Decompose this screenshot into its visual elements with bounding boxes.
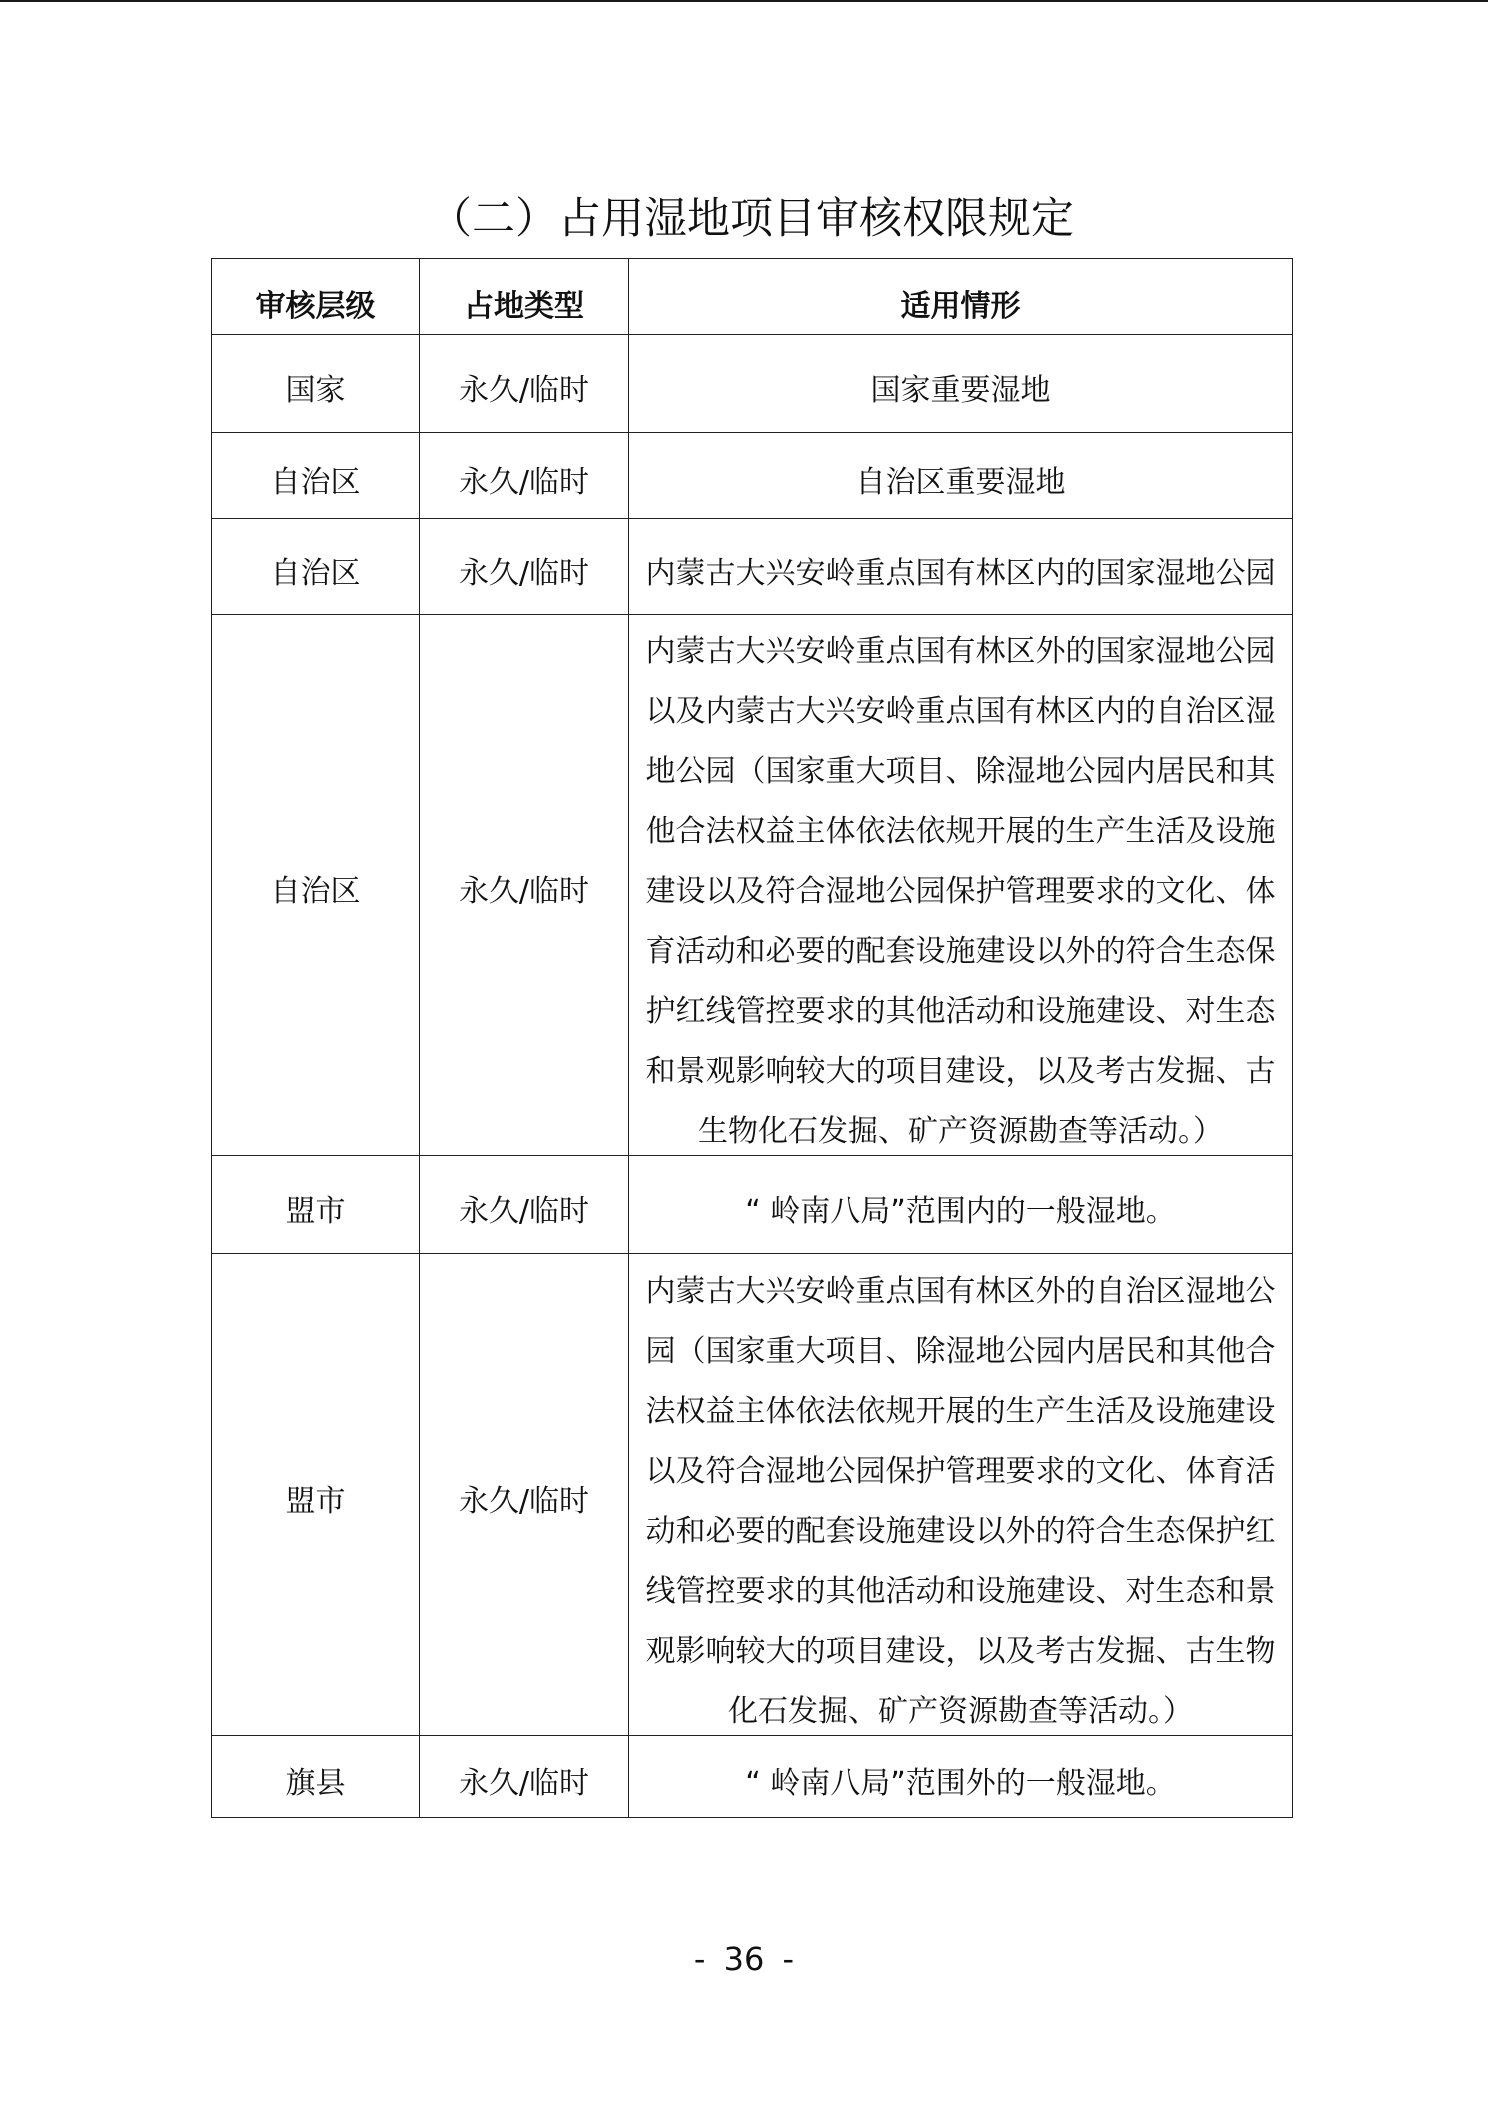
row-6-review-level bbox=[212, 1254, 420, 1736]
situation-line: 育活动和必要的配套设施建设以外的符合生态保 bbox=[645, 934, 1276, 969]
row-1-situation bbox=[629, 335, 1293, 433]
review-level-value: 旗县 bbox=[285, 1765, 346, 1801]
review-level-value: 盟市 bbox=[285, 1483, 346, 1519]
review-level-value: 国家 bbox=[285, 372, 346, 408]
row-5-review-level bbox=[212, 1156, 420, 1254]
header-applicable-situation bbox=[629, 259, 1293, 335]
header-review-level bbox=[212, 259, 420, 335]
approval-authority-table bbox=[211, 258, 1293, 1818]
review-level-value: 自治区 bbox=[270, 555, 361, 591]
land-type-value: 永久/临时 bbox=[458, 1193, 590, 1229]
review-level-value: 自治区 bbox=[270, 874, 361, 909]
situation-line: 和景观影响较大的项目建设，以及考古发掘、古 bbox=[645, 1054, 1276, 1089]
row-7-review-level bbox=[212, 1736, 420, 1818]
situation-line: 线管控要求的其他活动和设施建设、对生态和景 bbox=[645, 1573, 1276, 1609]
row-7-situation bbox=[629, 1736, 1293, 1818]
header-land-type-label: 占地类型 bbox=[464, 288, 584, 324]
situation-line: 国家重要湿地 bbox=[870, 372, 1051, 408]
review-level-value: 自治区 bbox=[270, 464, 361, 500]
situation-line: 内蒙古大兴安岭重点国有林区内的国家湿地公园 bbox=[645, 555, 1276, 591]
row-6-land-type bbox=[420, 1254, 629, 1736]
top-edge-rule bbox=[0, 0, 1488, 2]
land-type-value: 永久/临时 bbox=[458, 874, 590, 909]
row-3-review-level bbox=[212, 519, 420, 615]
row-7-land-type bbox=[420, 1736, 629, 1818]
land-type-value: 永久/临时 bbox=[458, 464, 590, 500]
situation-line: 地公园（国家重大项目、除湿地公园内居民和其 bbox=[645, 754, 1276, 789]
situation-line: 内蒙古大兴安岭重点国有林区外的自治区湿地公 bbox=[645, 1273, 1276, 1309]
situation-line: 生物化石发掘、矿产资源勘查等活动。） bbox=[698, 1114, 1223, 1149]
situation-line: 动和必要的配套设施建设以外的符合生态保护红 bbox=[645, 1513, 1276, 1549]
header-applicable-situation-label: 适用情形 bbox=[900, 288, 1021, 324]
land-type-value: 永久/临时 bbox=[458, 1483, 590, 1519]
situation-line: 他合法权益主体依法依规开展的生产生活及设施 bbox=[645, 814, 1276, 849]
situation-text bbox=[646, 1262, 1276, 1742]
row-4-review-level bbox=[212, 615, 420, 1156]
land-type-value: 永久/临时 bbox=[458, 555, 590, 591]
review-level-value: 盟市 bbox=[285, 1193, 346, 1229]
header-land-type bbox=[420, 259, 629, 335]
row-3-situation bbox=[629, 519, 1293, 615]
situation-line: “ 岭南八局”范围外的一般湿地。 bbox=[745, 1765, 1176, 1801]
situation-line: “ 岭南八局”范围内的一般湿地。 bbox=[745, 1193, 1176, 1229]
row-3-land-type bbox=[420, 519, 629, 615]
situation-line: 园（国家重大项目、除湿地公园内居民和其他合 bbox=[645, 1333, 1276, 1369]
situation-line: 观影响较大的项目建设，以及考古发掘、古生物 bbox=[645, 1633, 1276, 1669]
situation-line: 以及符合湿地公园保护管理要求的文化、体育活 bbox=[645, 1453, 1276, 1489]
section-title: （二）占用湿地项目审核权限规定 bbox=[429, 194, 1074, 244]
situation-line: 护红线管控要求的其他活动和设施建设、对生态 bbox=[645, 994, 1276, 1029]
situation-text bbox=[646, 622, 1276, 1162]
land-type-value: 永久/临时 bbox=[458, 1765, 590, 1801]
land-type-value: 永久/临时 bbox=[458, 372, 590, 408]
row-2-land-type bbox=[420, 433, 629, 519]
page-number: - 36 - bbox=[693, 1940, 795, 1978]
situation-line: 法权益主体依法依规开展的生产生活及设施建设 bbox=[645, 1393, 1276, 1429]
row-5-land-type bbox=[420, 1156, 629, 1254]
row-2-review-level bbox=[212, 433, 420, 519]
header-review-level-label: 审核层级 bbox=[255, 288, 376, 324]
row-1-review-level bbox=[212, 335, 420, 433]
situation-line: 内蒙古大兴安岭重点国有林区外的国家湿地公园 bbox=[645, 634, 1276, 669]
row-6-situation bbox=[629, 1254, 1293, 1736]
row-4-situation bbox=[629, 615, 1293, 1156]
row-4-land-type bbox=[420, 615, 629, 1156]
row-5-situation bbox=[629, 1156, 1293, 1254]
row-1-land-type bbox=[420, 335, 629, 433]
situation-line: 化石发掘、矿产资源勘查等活动。） bbox=[728, 1693, 1193, 1729]
row-2-situation bbox=[629, 433, 1293, 519]
situation-line: 以及内蒙古大兴安岭重点国有林区内的自治区湿 bbox=[645, 694, 1276, 729]
situation-line: 建设以及符合湿地公园保护管理要求的文化、体 bbox=[645, 874, 1276, 909]
situation-line: 自治区重要湿地 bbox=[855, 464, 1066, 500]
